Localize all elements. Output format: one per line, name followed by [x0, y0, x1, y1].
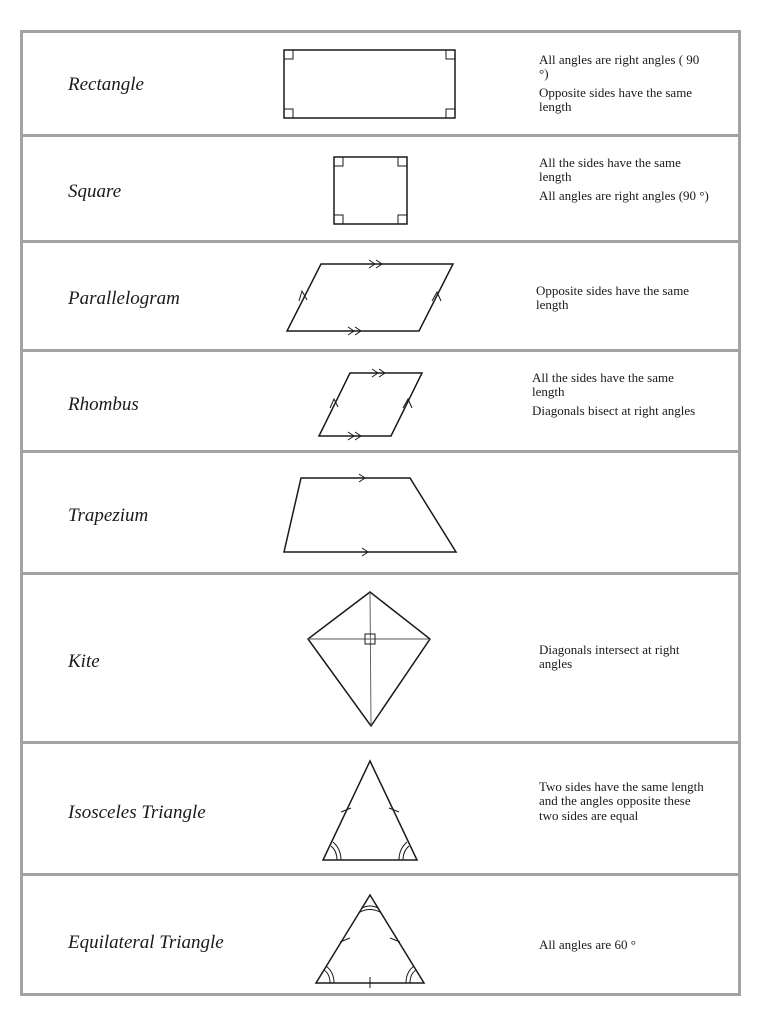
desc-rectangle	[539, 53, 709, 118]
shapes-table	[20, 30, 741, 996]
row-rhombus	[23, 349, 738, 450]
desc-kite	[539, 643, 709, 676]
shape-name-kite: Kite	[68, 651, 100, 672]
shape-name-square: Square	[68, 181, 122, 202]
desc-line: All angles are 60 °	[539, 937, 636, 952]
shape-name-equilateral-triangle: Equilateral Triangle	[68, 932, 224, 953]
row-square	[23, 134, 738, 240]
shape-name-trapezium: Trapezium	[68, 505, 149, 526]
row-kite	[23, 572, 738, 741]
desc-equilateral-triangle	[539, 938, 709, 956]
desc-line: All the sides have the same length	[539, 155, 681, 185]
trapezium-figure	[23, 453, 738, 575]
desc-line: Diagonals bisect at right angles	[532, 402, 696, 418]
desc-line: Opposite sides have the same length	[536, 283, 690, 313]
equilateral-triangle-figure	[23, 876, 738, 996]
shape-name-rhombus: Rhombus	[68, 394, 139, 415]
desc-line: All angles are right angles (90 °)	[539, 187, 709, 203]
row-equilateral-triangle	[23, 873, 738, 993]
row-parallelogram	[23, 240, 738, 349]
shape-name-isosceles-triangle: Isosceles Triangle	[68, 802, 206, 823]
shape-name-parallelogram: Parallelogram	[68, 288, 180, 309]
desc-line: All the sides have the same length	[532, 370, 674, 400]
row-rectangle	[23, 33, 738, 134]
desc-line: All angles are right angles ( 90 °)	[539, 52, 700, 82]
desc-square	[539, 156, 709, 207]
desc-parallelogram	[536, 284, 706, 317]
desc-line: Opposite sides have the same length	[539, 84, 693, 114]
desc-isosceles-triangle	[539, 780, 709, 827]
desc-line: Two sides have the same length and the angles opposite these two sides are equal	[539, 779, 704, 823]
desc-line: Diagonals intersect at right angles	[539, 642, 680, 672]
row-isosceles-triangle	[23, 741, 738, 873]
shape-name-rectangle: Rectangle	[68, 74, 144, 95]
row-trapezium	[23, 450, 738, 572]
desc-rhombus	[532, 371, 707, 422]
